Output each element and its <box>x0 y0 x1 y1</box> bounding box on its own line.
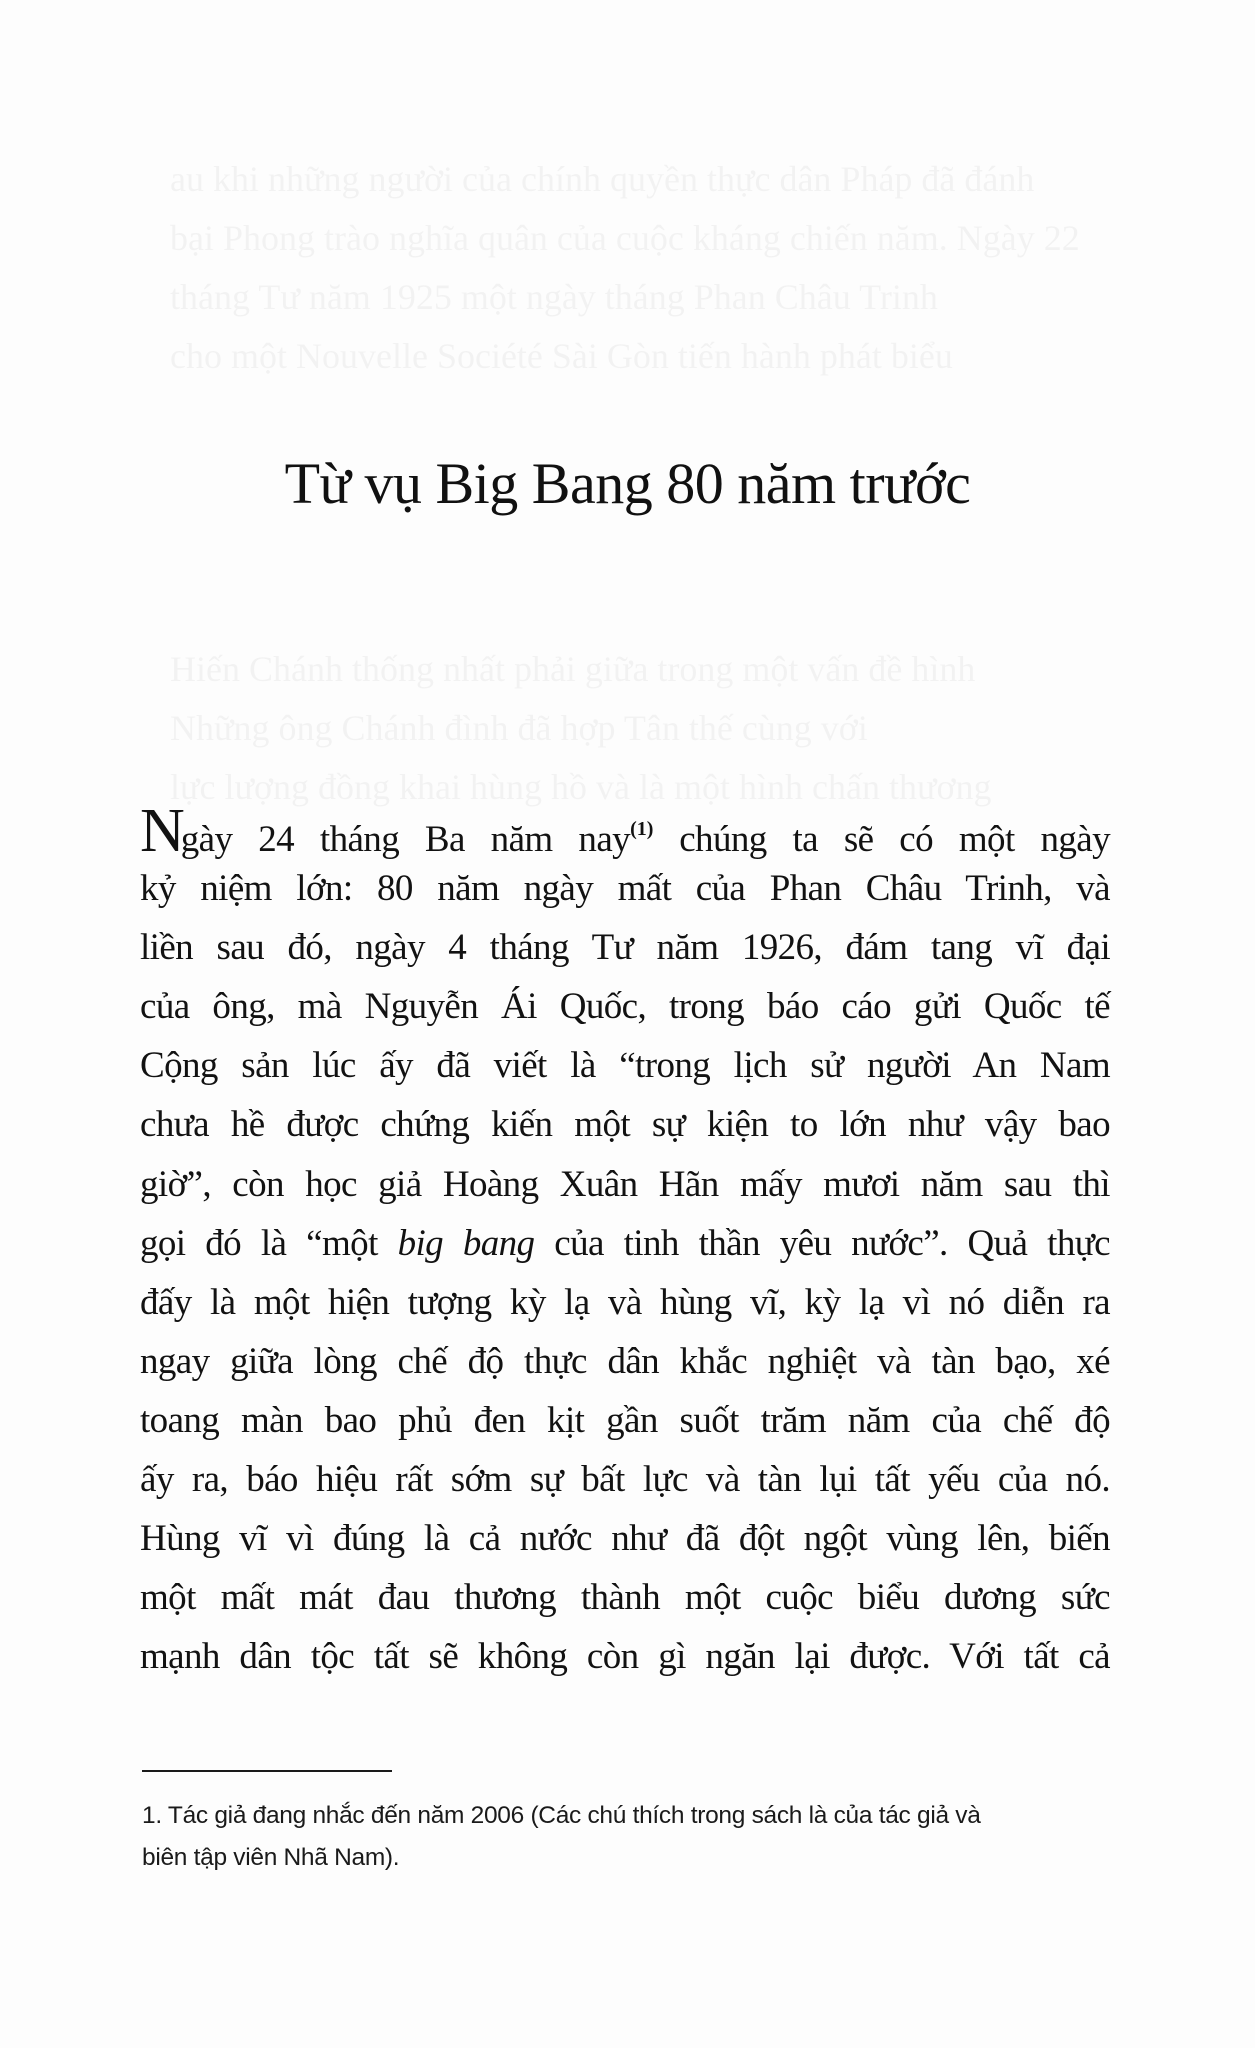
chapter-title: Từ vụ Big Bang 80 năm trước <box>284 451 971 516</box>
footnote-line: 1. Tác giả đang nhắc đến năm 2006 (Các chú thích trong sách là của tác giả và <box>142 1802 981 1829</box>
paragraph-line: ấy ra, báo hiệu rất sớm sự bất lực và tàn lụi tất yếu của nó. <box>140 1459 1110 1501</box>
drop-cap: N <box>140 797 181 865</box>
paragraph-line: ngay giữa lòng chế độ thực dân khắc nghiệt và tàn bạo, xé <box>140 1340 1110 1382</box>
paragraph-line: gọi đó là “một big bang của tinh thần yêu nước”. Quả thực <box>140 1222 1111 1264</box>
footnote <box>142 1795 1122 1879</box>
paragraph-line: Hùng vĩ vì đúng là cả nước như đã đột ngột vùng lên, biến <box>140 1518 1110 1560</box>
footnote-divider <box>142 1770 392 1772</box>
paragraph-line: chưa hề được chứng kiến một sự kiện to lớn như vậy bao <box>140 1104 1110 1146</box>
footnote-reference[interactable]: (1) <box>630 818 654 840</box>
paragraph-line: Ngày 24 tháng Ba năm nay$^{(1)}$ chúng ta sẽ có một ngày <box>140 797 1111 865</box>
footnote-line: biên tập viên Nhã Nam). <box>142 1844 400 1871</box>
paragraph-line: Cộng sản lúc ấy đã viết là “trong lịch sử người An Nam <box>140 1045 1110 1087</box>
italic-phrase: big bang <box>397 1222 535 1264</box>
paragraph-line: đấy là một hiện tượng kỳ lạ và hùng vĩ, kỳ lạ vì nó diễn ra <box>140 1281 1110 1323</box>
paragraph-line: của ông, mà Nguyễn Ái Quốc, trong báo cáo gửi Quốc tế <box>140 986 1110 1028</box>
paragraph-line: liền sau đó, ngày 4 tháng Tư năm 1926, đám tang vĩ đại <box>140 927 1110 969</box>
paragraph-line: một mất mát đau thương thành một cuộc biểu dương sức <box>140 1577 1110 1619</box>
bleed-through-text <box>170 150 1100 386</box>
bleed-through-text <box>170 640 1100 817</box>
paragraph-line: toang màn bao phủ đen kịt gần suốt trăm năm của chế độ <box>140 1399 1110 1441</box>
paragraph-line: kỷ niệm lớn: 80 năm ngày mất của Phan Châu Trinh, và <box>140 868 1110 910</box>
paragraph-line: giờ”, còn học giả Hoàng Xuân Hãn mấy mươi năm sau thì <box>140 1163 1110 1205</box>
body-paragraph <box>140 797 1111 1686</box>
paragraph-line: mạnh dân tộc tất sẽ không còn gì ngăn lại được. Với tất cả <box>140 1636 1110 1678</box>
